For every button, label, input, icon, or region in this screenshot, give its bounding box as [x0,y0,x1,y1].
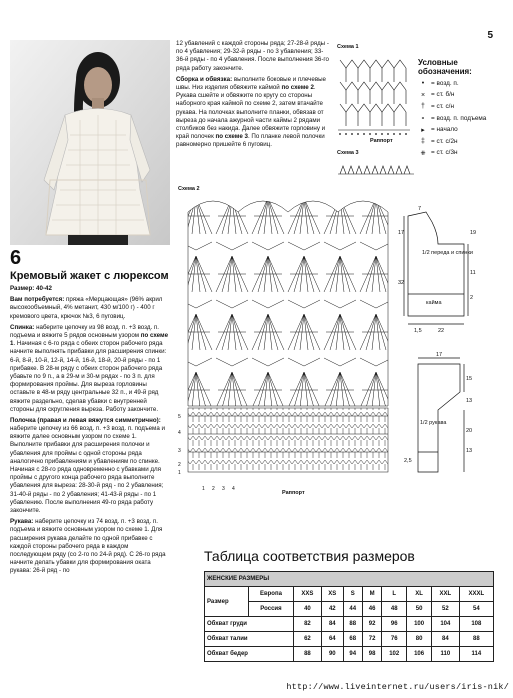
row-number: 2 [178,462,181,468]
back-scheme-ref: по схеме 1 [10,332,169,348]
size-label: Размер: 40-42 [10,285,52,293]
size-table: ЖЕНСКИЕ РАЗМЕРЫ Размер Европа XXS XS S M L XL XXL XXXL Россия 40 42 44 46 48 50 52 54 Обхват груди 82 84 88 92 96 100 104 108 Обхват талии 62 64 68 72 76 80 84 88 Обхват бедер 88 90 94 98 102 106 110 114 [204,571,494,662]
svg-text:13: 13 [466,398,473,404]
svg-text:22: 22 [438,328,445,334]
scheme1-diagram [336,52,414,144]
front-text: наберите цепочку из 66 возд. п. +3 возд. п. подъема и вяжите далее основным узором по схеме 1. Выполните прибавки для расширения полочки и убавления для проймы с одной стороны ряда аналогично прибавлениям и убавлениям по спинке. Начиная с 28-го ряда одновременно с убавками для проймы с другого конца рабочего ряда выполните убавления для выреза: 28-30-й ряд - по 2 убавления; 31-40-й ряды - по 2 убавления; 41-43-й ряды - по 1 убавлению. После выполнения 49-го ряда работу закончите. [10,425,165,514]
assembly-text: выполните боковые и плечевые швы. Низ изделия обвяжите каймой [176,75,326,91]
svg-text:17: 17 [398,230,405,236]
assembly-label: Сборка и обвязка: [176,75,233,83]
pattern-number: 6 [10,247,22,269]
assembly-text-2: . Рукава сшейте и обвяжите по кругу со стороны наборного края каймой по схеме 2, затем втачайте рукава. На полочках выполните планки, обвязав от выреза до начала ажурной части каймы 2 рядами столбиков без накида. Далее обвяжите горловину и край полочек [176,83,326,141]
svg-text:32: 32 [398,280,405,286]
scheme2-rapport: Раппорт [282,490,305,496]
pattern-instructions-left [10,248,170,578]
assembly-paragraph [176,76,330,150]
row-number: 5 [178,414,181,420]
sleeve-schematic [398,352,508,484]
single-crochet-icon: × [420,91,426,99]
legend-item: ⧺ = ст. с/3н [418,148,508,160]
stitch-number: 4 [232,486,235,492]
treble-crochet-icon: ‡ [421,138,425,146]
region-ru: Россия [249,602,294,617]
sleeve-label: 1/2 рукава [420,420,447,426]
svg-text:13: 13 [466,448,473,454]
stitch-number: 2 [212,486,215,492]
legend-item: ∘ = возд. п. подъема [418,113,508,125]
svg-text:17: 17 [436,352,443,358]
svg-text:19: 19 [470,230,477,236]
legend [418,58,508,159]
legend-item: ▸ = начало [418,125,508,137]
size-header: Размер [205,587,249,617]
svg-text:20: 20 [466,428,473,434]
back-text-2: . Начиная с 6-го ряда с обеих сторон рабочего ряда начните выполнять прибавки для расширения спинки: 6-й, 8-й, 10-й, 12-й, 14-й, 16-й, 18-й, 20-й ряды - по 1 прибавке. В 28-м ряду с обеих сторон рабочего ряда убавьте по 9 п., а в 29-м и 30-м рядах - по 3 п. для формирования проймы. Для выреза горловины оставьте в 48-м ряду центральные 32 п., и 49-й ряд вяжите раздельно, сделав убавки с внутренней стороны для скругления выреза. Работу закончите. [10,340,167,413]
turning-chain-icon: ∘ [420,115,426,123]
row-number: 3 [178,448,181,454]
model-photo [10,40,170,245]
stitch-number: 1 [202,486,205,492]
front-label: Полочка (правая и левая вяжутся симметрично): [10,416,161,424]
svg-text:2: 2 [470,295,474,301]
legend-item: × = ст. б/н [418,90,508,102]
table-row: Обхват талии 62 64 68 72 76 80 84 88 [205,632,494,647]
svg-text:1,5: 1,5 [414,328,422,334]
materials-paragraph [10,296,170,321]
table-row: Обхват бедер 88 90 94 98 102 106 110 114 [205,647,494,662]
legend-item: ‡ = ст. с/2н [418,136,508,148]
assembly-scheme-2-ref: по схеме 2 [281,83,314,91]
sleeve-label: Рукава: [10,518,34,526]
assembly-scheme-3-ref: по схеме 3 [215,133,248,141]
trim-label: кайма [426,300,442,306]
assembly-text-3: . По планке левой полочки равномерно пришейте 6 пуговиц. [176,133,325,149]
back-label: Спинка: [10,323,35,331]
scheme2-diagram [178,194,398,496]
materials-label: Вам потребуется: [10,296,65,304]
pattern-instructions-middle [176,40,330,152]
materials-text: пряжа «Мерцающая» (96% акрил высокообъемный, 4% метанит, 430 м/100 г) - 400 г кремового цвета, крючок №3, 6 пуговиц. [10,296,163,320]
row-number: 4 [178,430,181,436]
legend-item: † = ст. с/н [418,101,508,113]
chain-stitch-icon: • [421,80,425,88]
svg-text:7: 7 [418,206,422,212]
scheme3-diagram [336,158,416,180]
footer-url: http://www.liveinternet.ru/users/iris-nik/ [286,682,509,692]
legend-title: Условные обозначения: [418,58,472,77]
double-treble-icon: ⧺ [420,149,426,157]
region-eu: Европа [249,587,294,602]
scheme1-label: Схема 1 [337,44,359,50]
front-paragraph [10,417,170,515]
sleeve-text: наберите цепочку из 74 возд. п. +3 возд. п. подъема и вяжите основным узором по схеме 1. Для расширения рукава делайте по одной прибавке с каждой стороны рабочего ряда в каждом последующем ряду (со 2-го по 24-й ряд). С 26-го ряда начните делать убавки для формирования оката рукава: 26-й ряд - по [10,518,166,575]
body-label: 1/2 переда и спинки [422,250,473,256]
pattern-title: Кремовый жакет с люрексом [10,270,169,282]
middle-text-1: 12 убавлений с каждой стороны ряда; 27-28-й ряды - по 4 убавления; 29-32-й ряды - по 3 убавления; 33-36-й ряды - по 4 убавления. После выполнения 36-го ряда работу закончите. [176,40,329,72]
sleeve-paragraph [10,518,170,575]
back-paragraph [10,324,170,414]
body-schematic [398,204,508,336]
table-row: Обхват груди 82 84 88 92 96 100 104 108 [205,617,494,632]
size-table-section: ЖЕНСКИЕ РАЗМЕРЫ [205,572,494,587]
legend-item: • = возд. п. [418,78,508,90]
scheme3-label: Схема 3 [337,150,359,156]
svg-text:2,5: 2,5 [404,458,412,464]
svg-text:11: 11 [470,270,476,276]
scheme2-label: Схема 2 [178,186,200,192]
stitch-number: 3 [222,486,225,492]
double-crochet-icon: † [421,103,425,111]
scheme1-rapport: Раппорт [370,138,393,144]
back-text: наберите цепочку из 98 возд. п. +3 возд. п. подъема и вяжите 5 рядов основным узором [10,323,159,340]
start-arrow-icon: ▸ [421,126,425,134]
svg-text:15: 15 [466,376,473,382]
row-number: 1 [178,470,181,476]
size-table-title: Таблица соответствия размеров [204,548,415,564]
page-number: 5 [487,30,493,41]
